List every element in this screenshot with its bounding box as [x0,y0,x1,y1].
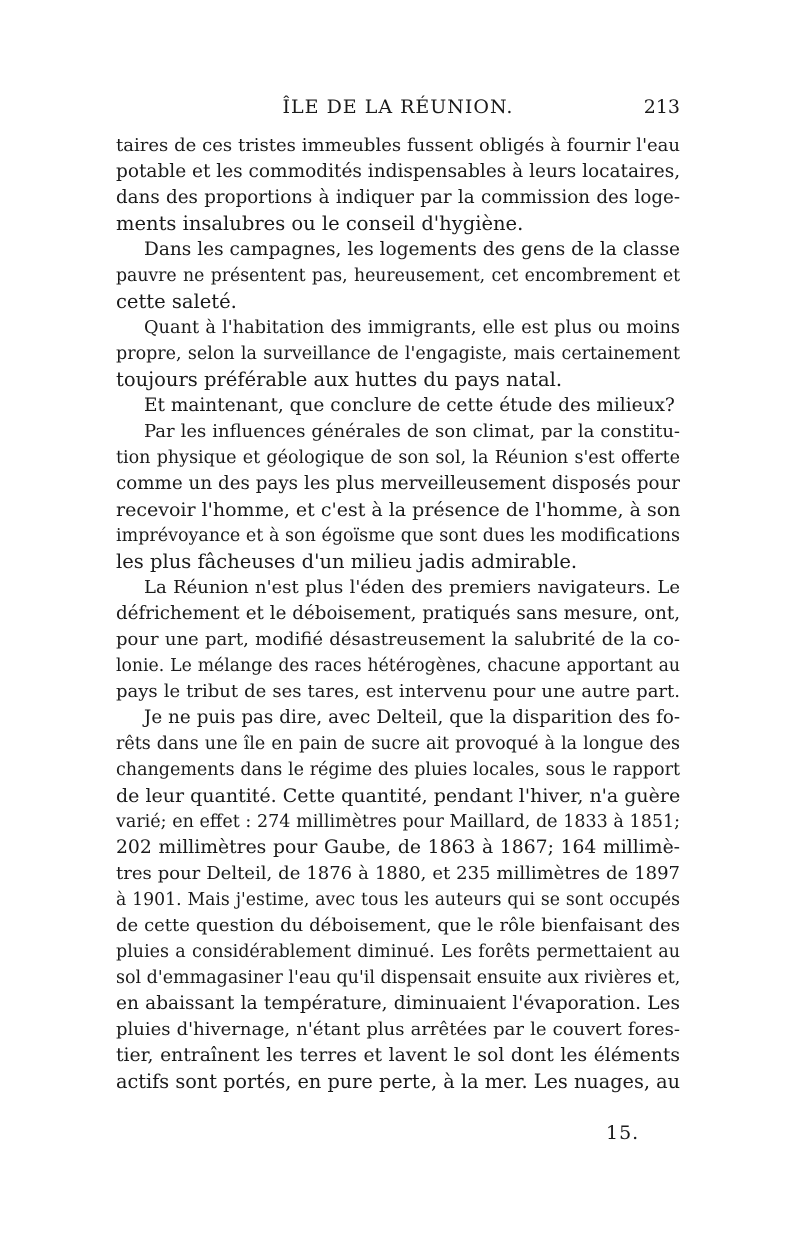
text-line: changements dans le régime des pluies locales, sous le rapport [116,760,680,780]
text-line: potable et les commodités indispensables à leurs locataires, [116,161,680,182]
text-line: tion physique et géologique de son sol, la Réunion s'est offerte [116,448,680,468]
text-line: pays le tribut de ses tares, est intervenu pour une autre part. [116,681,680,702]
text-line: ments insalubres ou le conseil d'hygiène. [116,212,524,235]
text-line: pluies d'hivernage, n'étant plus arrêtées par le couvert fores- [116,1019,680,1040]
text-line: Quant à l'habitation des immigrants, elle est plus ou moins [144,318,680,338]
text-line: en abaissant la température, diminuaient l'évaporation. Les [116,993,680,1014]
text-line: à 1901. Mais j'estime, avec tous les auteurs qui se sont occupés [116,890,680,910]
text-line: pluies a considérablement diminué. Les forêts permettaient au [116,942,680,962]
body-text [116,133,680,1095]
signature-mark: 15. [606,1122,640,1144]
text-line: varié; en effet : 274 millimètres pour Maillard, de 1833 à 1851; [116,812,680,832]
text-line: Et maintenant, que conclure de cette étude des milieux? [144,395,675,416]
text-line: actifs sont portés, en pure perte, à la mer. Les nuages, au [116,1070,680,1093]
text-line: défrichement et le déboisement, pratiqués sans mesure, ont, [116,603,680,624]
text-line: de leur quantité. Cette quantité, pendant l'hiver, n'a guère [116,785,680,807]
text-line: recevoir l'homme, et c'est à la présence de l'homme, à son [116,499,680,521]
text-line: tres pour Delteil, de 1876 à 1880, et 235 millimètres de 1897 [116,863,680,884]
text-line: sol d'emmagasiner l'eau qu'il dispensait ensuite aux rivières et, [116,968,680,988]
text-line: lonie. Le mélange des races hétérogènes, chacune apportant au [116,656,680,676]
text-line: Je ne puis pas dire, avec Delteil, que la disparition des fo- [144,707,680,728]
text-line: cette saleté. [116,290,237,313]
text-line: tier, entraînent les terres et lavent le sol dont les éléments [116,1045,680,1066]
text-line: dans des proportions à indiquer par la commission des loge- [116,187,680,208]
text-line: La Réunion n'est plus l'éden des premiers navigateurs. Le [144,577,680,598]
running-title: ÎLE DE LA RÉUNION. [282,96,514,118]
text-line: propre, selon la surveillance de l'engagiste, mais certainement [116,344,680,364]
text-line: pour une part, modifié désastreusement la salubrité de la co- [116,629,680,650]
text-line: 202 millimètres pour Gaube, de 1863 à 1867; 164 millimè- [116,837,680,858]
text-line: toujours préférable aux huttes du pays natal. [116,368,563,391]
text-line: taires de ces tristes immeubles fussent obligés à fournir l'eau [116,135,680,156]
text-line: pauvre ne présentent pas, heureusement, cet encombrement et [116,266,680,286]
text-line: les plus fâcheuses d'un milieu jadis admirable. [116,550,578,573]
text-line: de cette question du déboisement, que le rôle bienfaisant des [116,915,680,936]
text-line: imprévoyance et à son égoïsme que sont dues les modifications [116,526,680,546]
text-line: Dans les campagnes, les logements des gens de la classe [144,239,680,260]
running-head [116,96,680,126]
page-number: 213 [643,96,680,118]
text-line: Par les influences générales de son climat, par la constitu- [144,421,680,442]
text-line: rêts dans une île en pain de sucre ait provoqué à la longue des [116,734,680,754]
text-line: comme un des pays les plus merveilleusement disposés pour [116,473,680,494]
